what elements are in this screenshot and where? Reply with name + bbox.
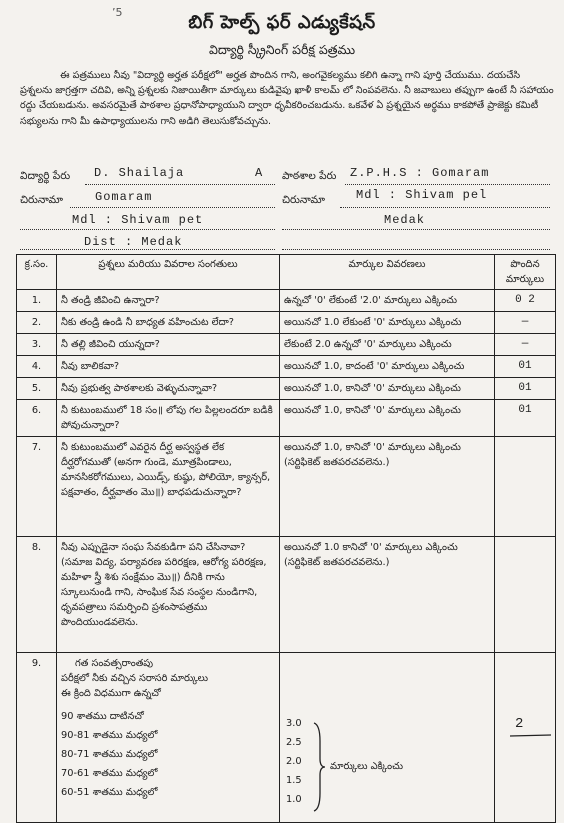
grades-intro-line: గత సంవత్సరాంతపు xyxy=(75,658,154,669)
grade-score: 3.0 xyxy=(286,718,302,729)
row-number: 7. xyxy=(17,437,57,537)
grades-intro-line: పరీక్షలో నీకు వచ్చిన సరాసరి మార్కులు xyxy=(61,673,209,684)
underline-stroke-icon xyxy=(509,733,553,739)
row-question: నీవు ఎప్పుడైనా సంఘ సేవకుడిగా పని చేసినావా? (సమాజ విద్య, పర్యావరణ పరిరక్షణ, ఆరోగ్య పరిరక్షణ, మహిళా స్త్రీ శిశు సంక్షేమం మొ॥) దీనికి గాను స్కూలునుండి గాని, సాంఘిక సేవ సంస్థల నుండిగాని, ధృవపత్రాలు సమర్పించి ప్రశంసాపత్రము పొందియుండవలెను. xyxy=(57,537,280,653)
stray-mark: ʼ5 xyxy=(112,6,123,19)
row-question: నీ తండ్రి జీవించి ఉన్నారా? xyxy=(57,290,280,312)
school-address-line2 xyxy=(282,229,550,230)
row-number: 1. xyxy=(17,290,57,312)
grade-mark-value: 2 xyxy=(515,716,524,732)
row-mark[interactable] xyxy=(495,653,556,823)
table-row xyxy=(17,378,556,400)
grade-range: 80-71 శాతము మధ్యలో xyxy=(61,749,158,760)
school-address-line xyxy=(340,207,550,208)
table-row xyxy=(17,437,556,537)
student-name-value: D. Shailaja xyxy=(94,166,185,180)
row-rule: అయినచో 1.0 కానిచో '0' మార్కులు ఎక్కించు (సర్టిఫికెట్ జతపరచవలెను.) xyxy=(280,537,495,653)
row-rule: లేకుంటే 2.0 ఉన్నచో '0' మార్కులు ఎక్కించు xyxy=(280,334,495,356)
school-name-label: పాఠశాల పేరు xyxy=(282,170,337,182)
row-mark[interactable]: — xyxy=(495,312,556,334)
row-rule-grades xyxy=(280,653,495,823)
student-name-label: విద్యార్థి పేరు xyxy=(20,170,71,182)
school-address-line3 xyxy=(282,249,550,250)
grade-score: 1.5 xyxy=(286,775,302,786)
row-mark[interactable]: — xyxy=(495,334,556,356)
row-mark[interactable]: 0 2 xyxy=(495,290,556,312)
row-rule: అయినచో 1.0, కానిచో '0' మార్కులు ఎక్కించు xyxy=(280,400,495,437)
table-row xyxy=(17,400,556,437)
instructions-paragraph: ఈ పత్రములు నీవు "విద్యార్థి అర్హత పరీక్షలో" అర్హత పొందిన గాని, అంగవైకల్యము కలిగి ఉన్నా గాని పూర్తి చేయుము. దయచేసి ప్రశ్నలను జాగ్రత్తగా చదివి, అన్ని ప్రశ్నలకు నిజాయితీగా మార్కులు కుడివైపు ఖాళీ కాలమ్ లో నింపవలెను. నీ జవాబులు తప్పుగా ఉంటే నీ సహాయం రద్దు చేయబడును. అవసరమైతే పాఠశాల ప్రధానోపాధ్యాయుని ద్వారా ధృవీకరించబడును. ఒకవేళ ఏ ప్రశ్నయైన అర్థము కాకపోతే ప్రాజెక్టు కమిటీ సభ్యులను గాని మీ ఉపాధ్యాయులను గాని అడిగి తెలుసుకోవచ్చును. xyxy=(20,70,554,127)
row-rule: అయినచో 1.0, కాదంటే '0' మార్కులు ఎక్కించు xyxy=(280,356,495,378)
row-rule: అయినచో 1.0 లేకుంటే '0' మార్కులు ఎక్కించు xyxy=(280,312,495,334)
brace-icon xyxy=(312,721,326,813)
school-address-line2-value: Medak xyxy=(384,213,426,227)
row-number: 4. xyxy=(17,356,57,378)
school-line xyxy=(345,184,550,185)
table-row xyxy=(17,334,556,356)
address-line3-value: Dist : Medak xyxy=(84,235,183,249)
form-subtitle: విద్యార్థి స్క్రీనింగ్ పరీక్ష పత్రము xyxy=(208,42,356,57)
grade-range: 90 శాతము దాటినచో xyxy=(61,711,144,722)
grade-range: 60-51 శాతము మధ్యలో xyxy=(61,787,158,798)
address-label: చిరునామా xyxy=(20,194,63,206)
row-question-grades xyxy=(57,653,280,823)
address-line xyxy=(70,207,275,208)
scoring-table xyxy=(16,254,556,823)
table-row xyxy=(17,312,556,334)
row-question: నీ తల్లి జీవించి యున్నదా? xyxy=(57,334,280,356)
header-sno: క్ర.సం. xyxy=(17,255,57,290)
address-value: Gomaram xyxy=(95,190,153,204)
grade-range: 70-61 శాతము మధ్యలో xyxy=(61,768,158,779)
row-rule: ఉన్నచో '0' లేకుంటే '2.0' మార్కులు ఎక్కించు xyxy=(280,290,495,312)
row-question: నీకు తండ్రి ఉండి నీ బాధ్యత వహించుట లేదా? xyxy=(57,312,280,334)
row-rule: అయినచో 1.0, కానిచో '0' మార్కులు ఎక్కించు (సర్టిఫికెట్ జతపరచవలెను.) xyxy=(280,437,495,537)
header-rule: మార్కుల వివరణలు xyxy=(280,255,495,290)
row-question: నీ కుటుంబములో ఎవరైన దీర్ఘ అస్వస్థత లేక దీర్ఘరోగముతో (అనగా గుండె, మూత్రపిండాలు, మానసికరోగములు, ఎయిడ్స్, కుష్ఠు, పోలియో, క్యాన్సర్, పక్షవాతం, దీర్ఘవాతం మొ॥) బాధపడుచున్నారా? xyxy=(57,437,280,537)
row-number: 3. xyxy=(17,334,57,356)
grade-score: 2.5 xyxy=(286,737,302,748)
address-line3 xyxy=(20,249,275,250)
grade-range: 90-81 శాతము మధ్యలో xyxy=(61,730,158,741)
row-mark[interactable]: 01 xyxy=(495,400,556,437)
grades-intro-line: ఈ క్రింది విధముగా ఉన్నచో xyxy=(61,688,161,699)
address-line2-value: Mdl : Shivam pet xyxy=(72,213,204,227)
name-line xyxy=(85,184,275,185)
row-rule: అయినచో 1.0, కానిచో '0' మార్కులు ఎక్కించు xyxy=(280,378,495,400)
table-row xyxy=(17,537,556,653)
row-number: 9. xyxy=(17,653,57,823)
school-name-value: Z.P.H.S : Gomaram xyxy=(350,166,490,180)
table-row xyxy=(17,290,556,312)
table-row-grades xyxy=(17,653,556,823)
row-mark[interactable]: 01 xyxy=(495,378,556,400)
grade-score: 2.0 xyxy=(286,756,302,767)
grade-score: 1.0 xyxy=(286,794,302,805)
row-question: నీవు బాలికవా? xyxy=(57,356,280,378)
row-mark[interactable]: 01 xyxy=(495,356,556,378)
row-mark[interactable] xyxy=(495,437,556,537)
student-name-extra: A xyxy=(255,166,264,180)
row-number: 6. xyxy=(17,400,57,437)
row-number: 5. xyxy=(17,378,57,400)
form-title: బిగ్ హెల్ప్ ఫర్ ఎడ్యుకేషన్ xyxy=(188,12,376,33)
row-number: 8. xyxy=(17,537,57,653)
school-address-label: చిరునామా xyxy=(282,194,325,206)
table-header-row xyxy=(17,255,556,290)
address-line2 xyxy=(20,229,275,230)
grades-rule: మార్కులు ఎక్కించు xyxy=(330,761,403,772)
row-question: నీవు ప్రభుత్వ పాఠశాలకు వెళ్ళుచున్నావా? xyxy=(57,378,280,400)
row-mark[interactable] xyxy=(495,537,556,653)
row-number: 2. xyxy=(17,312,57,334)
school-address-value: Mdl : Shivam pel xyxy=(356,188,488,202)
table-row xyxy=(17,356,556,378)
header-marks: పొందిన మార్కులు xyxy=(495,255,556,290)
row-question: నీ కుటుంబములో 18 సం॥ లోపు గల పిల్లలందరూ బడికి పోవుచున్నారా? xyxy=(57,400,280,437)
header-question: ప్రశ్నలు మరియు వివరాల సంగతులు xyxy=(57,255,280,290)
